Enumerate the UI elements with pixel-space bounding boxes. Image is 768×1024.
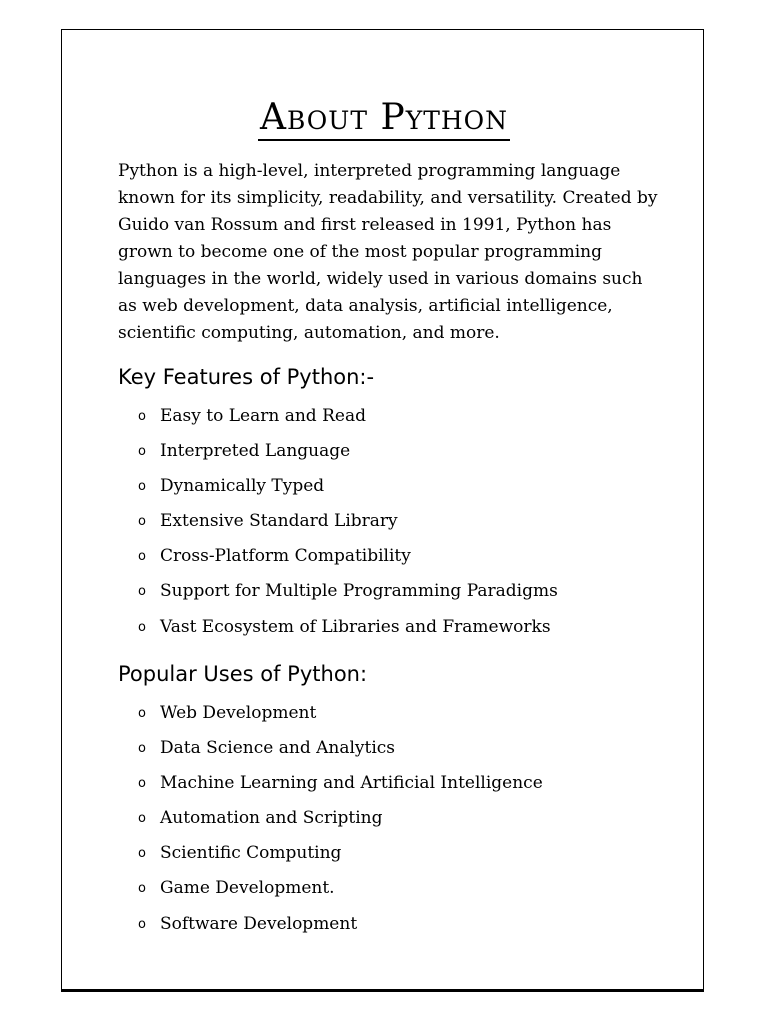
feature-item-label: Easy to Learn and Read <box>160 406 366 426</box>
uses-list <box>138 697 658 943</box>
bullet-icon: o <box>138 444 146 460</box>
feature-item-label: Extensive Standard Library <box>160 511 398 532</box>
use-item-label: Game Development. <box>160 878 335 899</box>
features-heading: Key Features of Python:- <box>118 365 375 389</box>
feature-item-label: Support for Multiple Programming Paradigms <box>160 581 558 602</box>
use-item-label: Machine Learning and Artificial Intelligence <box>160 773 543 794</box>
use-item-label: Software Development <box>160 913 358 934</box>
bullet-icon: o <box>138 776 146 792</box>
bullet-icon: o <box>138 584 146 600</box>
bullet-icon: o <box>138 479 146 495</box>
intro-paragraph: Python is a high-level, interpreted programming language known for its simplicity, readability, and versatility. Created by Guido van Rossum and first released in 1991, Python has grown to become one of the most popular programming languages in the world, widely used in various domains such as web development, data analysis, artificial intelligence, scientific computing, automation, and more. <box>118 161 658 343</box>
bullet-icon: o <box>138 881 146 897</box>
use-item-label: Data Science and Analytics <box>160 738 396 759</box>
feature-item <box>138 400 658 435</box>
use-item-label: Web Development <box>160 703 317 723</box>
use-item <box>138 908 658 943</box>
feature-item <box>138 505 658 540</box>
bullet-icon: o <box>138 741 146 757</box>
use-item <box>138 697 658 732</box>
bullet-icon: o <box>138 846 146 862</box>
feature-item <box>138 611 658 646</box>
feature-item-label: Dynamically Typed <box>160 476 325 497</box>
bullet-icon: o <box>138 706 146 721</box>
bullet-icon: o <box>138 409 146 424</box>
uses-heading: Popular Uses of Python: <box>118 662 368 686</box>
feature-item-label: Vast Ecosystem of Libraries and Frameworks <box>160 616 551 637</box>
use-item <box>138 732 658 767</box>
use-item-label: Scientific Computing <box>160 843 342 864</box>
use-item <box>138 802 658 837</box>
document-title: About Python <box>258 97 510 141</box>
feature-item <box>138 435 658 470</box>
feature-item-label: Interpreted Language <box>160 441 351 462</box>
bullet-icon: o <box>138 916 146 932</box>
bullet-icon: o <box>138 811 146 827</box>
use-item <box>138 837 658 872</box>
bullet-icon: o <box>138 549 146 565</box>
use-item <box>138 872 658 907</box>
features-list <box>138 400 658 646</box>
bullet-icon: o <box>138 619 146 635</box>
feature-item <box>138 540 658 575</box>
feature-item-label: Cross-Platform Compatibility <box>160 546 411 567</box>
use-item <box>138 767 658 802</box>
bullet-icon: o <box>138 514 146 530</box>
feature-item <box>138 470 658 505</box>
use-item-label: Automation and Scripting <box>160 808 383 829</box>
feature-item <box>138 575 658 610</box>
document-title-container <box>0 97 768 141</box>
